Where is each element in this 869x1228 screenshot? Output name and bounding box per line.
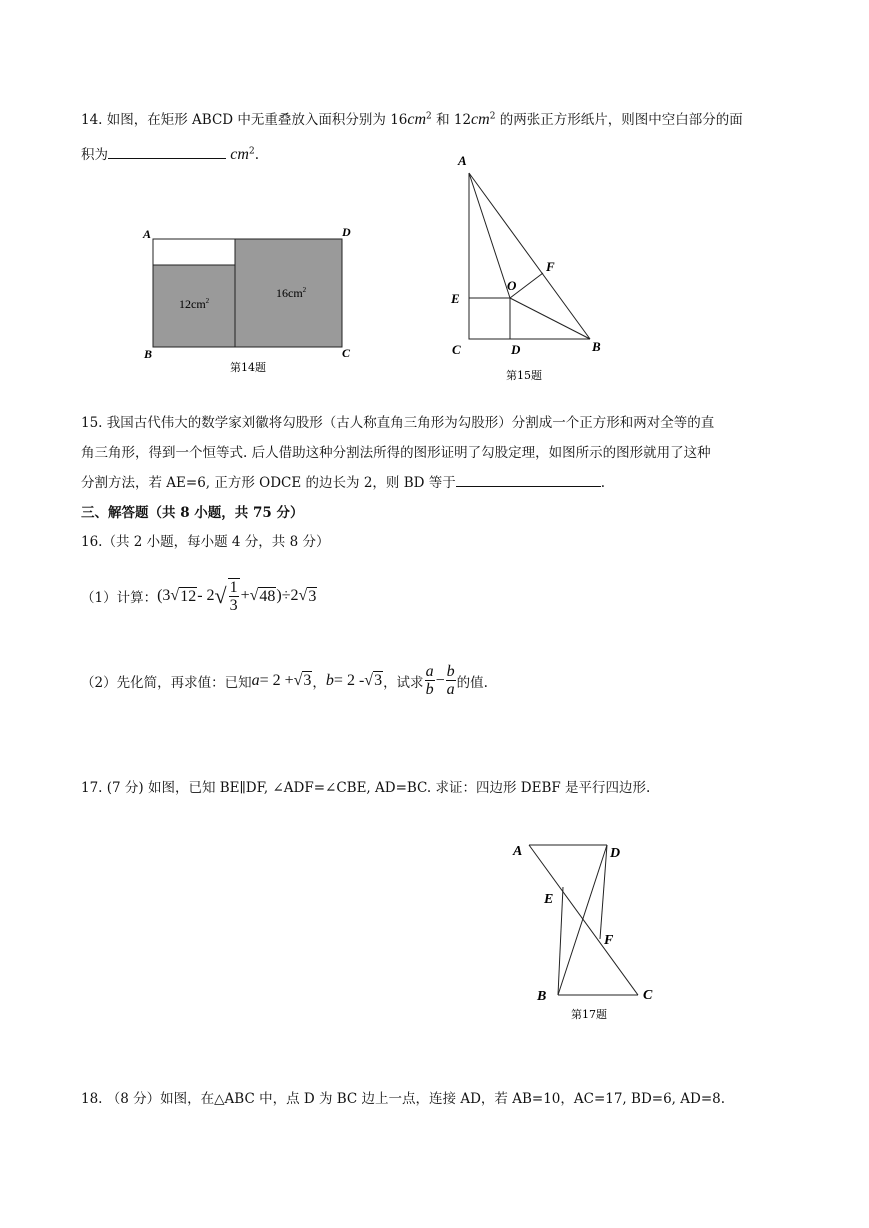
square-odce <box>469 298 510 339</box>
figure-15 <box>440 150 620 385</box>
q15-line3: 分割方法，若 AE=6, 正方形 ODCE 的边长为 2，则 BD 等于 . <box>81 471 605 491</box>
label-o: O <box>507 278 517 293</box>
q16-part2: （2）先化简，再求值：已知 a = 2 + √ 3 ， b = 2 - √ 3 ，试求 $\frac{a}{b}$ − $\frac{b}{a}$ 的值. <box>81 663 488 698</box>
fraction-one-third: $\frac{1}{3}$ <box>229 579 238 614</box>
answer-blank[interactable] <box>456 472 601 487</box>
label-f: F <box>546 259 555 274</box>
unit-cm: cm <box>407 111 427 128</box>
q15-line2: 角三角形，得到一个恒等式. 后人借助这种分割法所得的图形证明了勾股定理，如图所示的图形就用了这种 <box>81 445 711 461</box>
label-f: F <box>604 933 614 948</box>
label-a: A <box>458 153 467 168</box>
caption-14: 第14题 <box>230 361 266 374</box>
expression-2: a = 2 + √ 3 ， b = 2 - √ 3 ，试求 $\frac{a}{b}$ − $\frac{b}{a}$ 的值. <box>251 663 488 698</box>
label-d: D <box>610 846 621 861</box>
label-b: B <box>144 347 153 361</box>
label-c: C <box>342 346 351 360</box>
label-a: A <box>513 844 523 859</box>
q14-line2: 积为 $cm^2$. <box>81 146 259 163</box>
unit-cm: cm <box>471 111 490 128</box>
label-e: E <box>451 291 460 306</box>
expression-1: (3 √ 12 - 2 √ $\frac{1}{3}$ + √ 48 )÷2 √ 3 <box>157 579 317 614</box>
q16-header: 16.（共 2 小题，每小题 4 分，共 8 分） <box>81 534 330 550</box>
caption-17: 第17题 <box>571 1008 607 1021</box>
label-d: D <box>342 225 351 239</box>
q16-part1: （1）计算： (3 √ 12 - 2 √ $\frac{1}{3}$ + √ 48 )÷2 √ 3 <box>81 579 317 614</box>
label-a: A <box>143 227 152 241</box>
figure-14 <box>130 215 370 380</box>
label-b: B <box>592 339 601 354</box>
q18-text: 18. （8 分）如图，在△ABC 中，点 D 为 BC 边上一点，连接 AD，若 AB=10，AC=17, BD=6, AD=8. <box>81 1091 726 1107</box>
label-e: E <box>544 892 554 907</box>
label-b: B <box>537 989 547 1004</box>
label-12cm: $12cm^2$ <box>179 297 210 311</box>
fraction-a-over-b: $\frac{a}{b}$ <box>425 663 434 698</box>
label-c: C <box>643 988 653 1003</box>
fraction-b-over-a: $\frac{b}{a}$ <box>446 663 455 698</box>
figure-17 <box>505 835 665 1025</box>
section-title: 三、解答题（共 8 小题，共 75 分） <box>81 505 304 521</box>
q17-text: 17. (7 分) 如图，已知 BE∥DF, ∠ADF=∠CBE, AD=BC. 求证：四边形 DEBF 是平行四边形. <box>81 780 651 796</box>
label-c: C <box>452 342 461 357</box>
label-d: D <box>511 342 521 357</box>
q14-line1: 14. 如图，在矩形 ABCD 中无重叠放入面积分别为 $16cm^2$ 和 $12cm^2$ 的两张正方形纸片，则图中空白部分的面 <box>81 111 743 128</box>
caption-15: 第15题 <box>506 369 542 382</box>
q15-line1: 15. 我国古代伟大的数学家刘徽将勾股形（古人称直角三角形为勾股形）分割成一个正方形和两对全等的直 <box>81 415 715 431</box>
label-16cm: $16cm^2$ <box>276 286 307 300</box>
answer-blank[interactable] <box>108 144 226 159</box>
